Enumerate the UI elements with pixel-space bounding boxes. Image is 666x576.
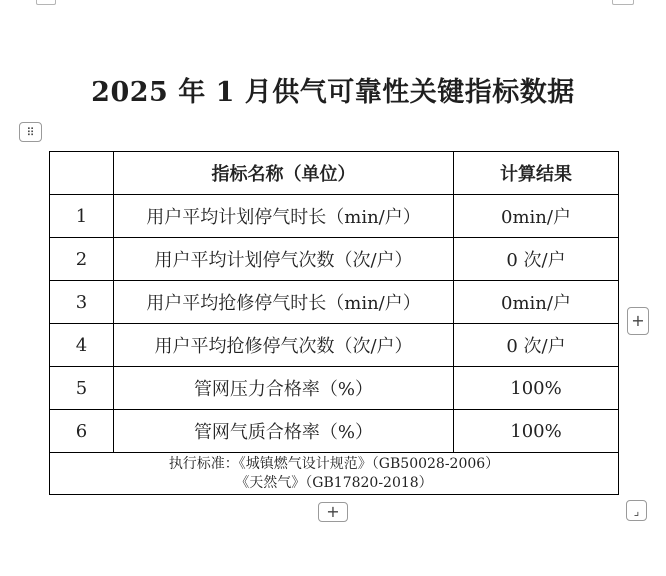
indicator-result[interactable]: 100% xyxy=(454,367,619,410)
indicator-name[interactable]: 管网气质合格率（%） xyxy=(114,410,454,453)
header-result[interactable]: 计算结果 xyxy=(454,152,619,195)
indicator-result[interactable]: 0 次/户 xyxy=(454,324,619,367)
add-row-icon[interactable]: + xyxy=(318,502,348,522)
table-row xyxy=(50,238,619,281)
document-title: 2025 年 1 月供气可靠性关键指标数据 xyxy=(91,77,575,108)
indicator-name[interactable]: 管网压力合格率（%） xyxy=(114,367,454,410)
indicator-result[interactable]: 100% xyxy=(454,410,619,453)
table-row xyxy=(50,324,619,367)
standards-note-line-2: 《天然气》（GB17820-2018） xyxy=(235,474,433,491)
row-number[interactable]: 5 xyxy=(50,367,114,410)
row-number[interactable]: 1 xyxy=(50,195,114,238)
page-corner-mark-left xyxy=(36,0,56,5)
row-number[interactable]: 6 xyxy=(50,410,114,453)
indicator-result[interactable]: 0min/户 xyxy=(454,281,619,324)
indicator-name[interactable]: 用户平均抢修停气时长（min/户） xyxy=(114,281,454,324)
indicator-name[interactable]: 用户平均计划停气次数（次/户） xyxy=(114,238,454,281)
table-footer-row xyxy=(50,453,619,495)
table-header-row xyxy=(50,152,619,195)
header-number[interactable] xyxy=(50,152,114,195)
table-resize-icon[interactable]: ⌟ xyxy=(626,500,647,521)
table-row xyxy=(50,195,619,238)
standards-note-cell[interactable] xyxy=(50,453,619,495)
indicator-name[interactable]: 用户平均计划停气时长（min/户） xyxy=(114,195,454,238)
table-row xyxy=(50,281,619,324)
table-row xyxy=(50,367,619,410)
indicator-name[interactable]: 用户平均抢修停气次数（次/户） xyxy=(114,324,454,367)
header-indicator-name[interactable]: 指标名称（单位） xyxy=(114,152,454,195)
indicator-result[interactable]: 0min/户 xyxy=(454,195,619,238)
page-corner-mark-right xyxy=(612,0,634,5)
indicator-table xyxy=(49,151,619,495)
standards-note-line-1: 执行标准：《城镇燃气设计规范》（GB50028-2006） xyxy=(168,455,500,472)
indicator-result[interactable]: 0 次/户 xyxy=(454,238,619,281)
row-number[interactable]: 2 xyxy=(50,238,114,281)
add-column-icon[interactable]: + xyxy=(627,307,649,335)
table-move-handle-icon[interactable]: ⠿ xyxy=(19,122,42,142)
row-number[interactable]: 3 xyxy=(50,281,114,324)
row-number[interactable]: 4 xyxy=(50,324,114,367)
table-row xyxy=(50,410,619,453)
